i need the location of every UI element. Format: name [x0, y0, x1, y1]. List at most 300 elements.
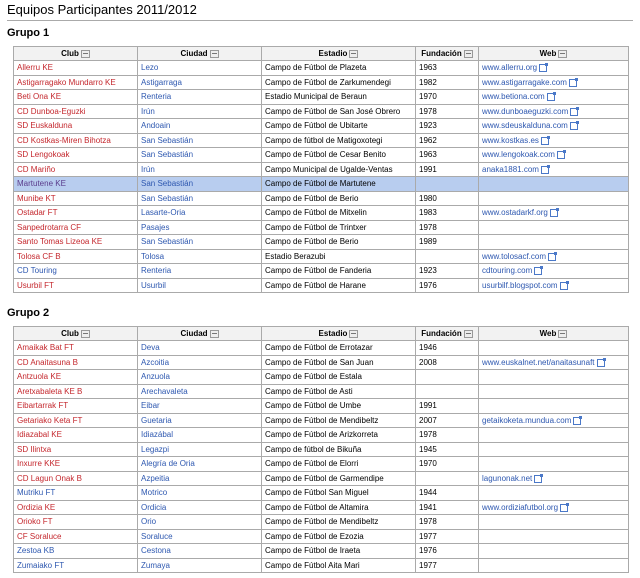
stadium-cell: Campo de fútbol de Bikuña [262, 442, 416, 457]
table-row [14, 515, 629, 530]
city-cell [138, 119, 262, 134]
web-cell [479, 162, 629, 177]
stadium-cell: Estadio Berazubi [262, 249, 416, 264]
club-cell [14, 191, 138, 206]
web-cell [479, 544, 629, 559]
city-link[interactable]: Deva [141, 343, 160, 353]
founded-cell: 1970 [416, 457, 479, 472]
table-row [14, 264, 629, 279]
web-cell [479, 558, 629, 573]
club-link[interactable]: Getariako Keta FT [17, 415, 83, 425]
club-link[interactable]: CD Lagun Onak B [17, 473, 82, 483]
web-cell [479, 220, 629, 235]
club-cell [14, 544, 138, 559]
table-row [14, 413, 629, 428]
city-link[interactable]: Astigarraga [141, 77, 182, 87]
club-cell [14, 558, 138, 573]
club-cell [14, 471, 138, 486]
club-cell [14, 61, 138, 76]
club-link[interactable]: SD Euskalduna [17, 121, 73, 131]
column-header-label: Estadio [318, 329, 348, 338]
club-link[interactable]: Astigarragako Mundarro KE [17, 77, 116, 87]
club-link[interactable]: Aretxabaleta KE B [17, 386, 83, 396]
city-link[interactable]: Cestona [141, 546, 171, 556]
web-cell [479, 442, 629, 457]
stadium-cell: Campo de fútbol de Matigoxotegi [262, 133, 416, 148]
city-link[interactable]: Tolosa [141, 251, 165, 261]
web-cell [479, 457, 629, 472]
website-link[interactable]: www.ostadarkf.org [482, 208, 548, 218]
sort-icon[interactable] [210, 50, 219, 58]
sort-icon[interactable] [464, 330, 473, 338]
city-link[interactable]: Ordicia [141, 502, 167, 512]
table-row [14, 529, 629, 544]
city-link[interactable]: Renteria [141, 266, 172, 276]
founded-cell: 1978 [416, 428, 479, 443]
stadium-cell: Estadio Municipal de Beraun [262, 90, 416, 105]
sort-icon[interactable] [349, 330, 358, 338]
club-link[interactable]: Usurbil FT [17, 280, 54, 290]
city-link[interactable]: Azcoitia [141, 357, 170, 367]
city-cell [138, 515, 262, 530]
club-link[interactable]: Inxurre KKE [17, 459, 61, 469]
web-cell [479, 133, 629, 148]
founded-cell [416, 384, 479, 399]
stadium-cell: Campo de Fútbol de Errotazar [262, 341, 416, 356]
table-row [14, 500, 629, 515]
founded-cell [416, 471, 479, 486]
city-link[interactable]: San Sebastián [141, 193, 194, 203]
web-cell [479, 191, 629, 206]
club-link[interactable]: Idiazabal KE [17, 430, 62, 440]
website-link[interactable]: www.astigarragake.com [482, 77, 567, 87]
city-link[interactable]: San Sebastián [141, 135, 194, 145]
city-cell [138, 341, 262, 356]
city-cell [138, 500, 262, 515]
table-row [14, 370, 629, 385]
stadium-cell: Campo de Fútbol de Garmendipe [262, 471, 416, 486]
stadium-cell: Campo de Fútbol de Elorri [262, 457, 416, 472]
column-header-estadio[interactable] [262, 327, 416, 341]
club-link[interactable]: Orioko FT [17, 517, 53, 527]
column-header-label: Web [539, 49, 557, 58]
web-cell [479, 278, 629, 293]
sort-icon[interactable] [349, 50, 358, 58]
website-link[interactable]: www.tolosacf.com [482, 251, 547, 261]
city-cell [138, 90, 262, 105]
founded-cell: 1923 [416, 264, 479, 279]
stadium-cell: Campo de Fútbol de Ezozia [262, 529, 416, 544]
external-link-icon [570, 108, 578, 116]
city-cell [138, 558, 262, 573]
city-cell [138, 249, 262, 264]
city-link[interactable]: San Sebastián [141, 150, 194, 160]
club-cell [14, 500, 138, 515]
club-link[interactable]: Sanpedrotarra CF [17, 222, 82, 232]
city-link[interactable]: San Sebastián [141, 237, 194, 247]
city-cell [138, 61, 262, 76]
web-cell [479, 341, 629, 356]
club-cell [14, 341, 138, 356]
website-link[interactable]: www.allerru.org [482, 63, 538, 73]
city-link[interactable]: Irún [141, 106, 155, 116]
web-cell [479, 249, 629, 264]
club-link[interactable]: Antzuola KE [17, 372, 62, 382]
column-header-fundacion[interactable] [416, 47, 479, 61]
club-link[interactable]: Santo Tomas Lizeoa KE [17, 237, 103, 247]
column-header-ciudad[interactable] [138, 47, 262, 61]
table-row [14, 235, 629, 250]
sort-icon[interactable] [210, 330, 219, 338]
website-link[interactable]: getaikoketa.mundua.com [482, 415, 572, 425]
web-cell [479, 104, 629, 119]
club-cell [14, 235, 138, 250]
web-cell [479, 75, 629, 90]
founded-cell [416, 370, 479, 385]
club-cell [14, 428, 138, 443]
club-cell [14, 206, 138, 221]
column-header-fundacion[interactable] [416, 327, 479, 341]
club-cell [14, 75, 138, 90]
founded-cell [416, 249, 479, 264]
city-link[interactable]: Legazpi [141, 444, 170, 454]
stadium-cell: Campo de Fútbol de Martutene [262, 177, 416, 192]
founded-cell: 1978 [416, 104, 479, 119]
city-link[interactable]: Motrico [141, 488, 168, 498]
web-cell [479, 471, 629, 486]
founded-cell: 1977 [416, 558, 479, 573]
city-cell [138, 148, 262, 163]
column-header-web[interactable] [479, 327, 629, 341]
group-2-table [13, 326, 629, 573]
group-1-heading: Grupo 1 [7, 27, 50, 39]
city-cell [138, 206, 262, 221]
column-header-estadio[interactable] [262, 47, 416, 61]
city-link[interactable]: Pasajes [141, 222, 170, 232]
sort-icon[interactable] [558, 50, 567, 58]
website-link[interactable]: lagunonak.net [482, 473, 533, 483]
external-link-icon [557, 151, 565, 159]
web-cell [479, 119, 629, 134]
external-link-icon [560, 504, 568, 512]
founded-cell: 1944 [416, 486, 479, 501]
city-cell [138, 399, 262, 414]
external-link-icon [597, 359, 605, 367]
club-cell [14, 148, 138, 163]
table-row [14, 442, 629, 457]
column-header-club[interactable] [14, 47, 138, 61]
founded-cell: 1978 [416, 220, 479, 235]
city-cell [138, 471, 262, 486]
group-2-heading: Grupo 2 [7, 307, 50, 319]
web-cell [479, 370, 629, 385]
external-link-icon [569, 79, 577, 87]
club-link[interactable]: CD Mariño [17, 164, 56, 174]
stadium-cell: Campo de Fútbol de Cesar Benito [262, 148, 416, 163]
club-cell [14, 399, 138, 414]
table-row [14, 544, 629, 559]
column-header-label: Fundación [421, 49, 462, 58]
stadium-cell: Campo de Fútbol San Miguel [262, 486, 416, 501]
website-link[interactable]: www.ordiziafutbol.org [482, 502, 559, 512]
city-cell [138, 384, 262, 399]
stadium-cell: Campo de Fútbol de Berio [262, 191, 416, 206]
club-link[interactable]: Ostadar FT [17, 208, 58, 218]
city-link[interactable]: Idiazábal [141, 430, 174, 440]
club-cell [14, 177, 138, 192]
city-link[interactable]: Lezo [141, 63, 159, 73]
club-cell [14, 413, 138, 428]
group-1-table [13, 46, 629, 293]
table-row [14, 61, 629, 76]
city-link[interactable]: Irún [141, 164, 155, 174]
table-row [14, 249, 629, 264]
club-cell [14, 278, 138, 293]
club-link[interactable]: CF Soraluce [17, 531, 62, 541]
city-cell [138, 442, 262, 457]
website-link[interactable]: anaka1881.com [482, 164, 539, 174]
web-cell [479, 235, 629, 250]
stadium-cell: Campo de Fútbol Aita Mari [262, 558, 416, 573]
website-link[interactable]: www.dunboaeguzki.com [482, 106, 569, 116]
founded-cell: 1978 [416, 515, 479, 530]
stadium-cell: Campo de Fútbol de Mendibeltz [262, 413, 416, 428]
web-cell [479, 515, 629, 530]
city-link[interactable]: Arechavaleta [141, 386, 188, 396]
founded-cell: 1982 [416, 75, 479, 90]
column-header-label: Ciudad [180, 49, 208, 58]
external-link-icon [550, 209, 558, 217]
table-row [14, 457, 629, 472]
stadium-cell: Campo de Fútbol de Ubitarte [262, 119, 416, 134]
table-row [14, 399, 629, 414]
table-row [14, 177, 629, 192]
web-cell [479, 399, 629, 414]
column-header-label: Club [61, 49, 79, 58]
web-cell [479, 428, 629, 443]
founded-cell: 1989 [416, 235, 479, 250]
stadium-cell: Campo de Fútbol de Mitxelin [262, 206, 416, 221]
city-link[interactable]: Azpeitia [141, 473, 170, 483]
city-cell [138, 529, 262, 544]
table-header-row [14, 47, 629, 61]
city-link[interactable]: Soraluce [141, 531, 173, 541]
website-link[interactable]: www.betiona.com [482, 92, 545, 102]
table-row [14, 220, 629, 235]
club-cell [14, 104, 138, 119]
club-cell [14, 355, 138, 370]
website-link[interactable]: www.kostkas.es [482, 135, 539, 145]
external-link-icon [547, 93, 555, 101]
city-link[interactable]: Alegría de Oria [141, 459, 195, 469]
city-cell [138, 133, 262, 148]
city-cell [138, 177, 262, 192]
club-link[interactable]: CD Anaitasuna B [17, 357, 78, 367]
city-cell [138, 355, 262, 370]
column-header-label: Fundación [421, 329, 462, 338]
founded-cell: 1970 [416, 90, 479, 105]
city-cell [138, 278, 262, 293]
sort-icon[interactable] [81, 330, 90, 338]
club-link[interactable]: CD Touring [17, 266, 57, 276]
stadium-cell: Campo de Fútbol de Zarkumendegi [262, 75, 416, 90]
founded-cell [416, 177, 479, 192]
stadium-cell: Campo de Fútbol de Estala [262, 370, 416, 385]
city-link[interactable]: Guetaria [141, 415, 172, 425]
club-link[interactable]: Zumaiako FT [17, 560, 65, 570]
city-link[interactable]: Zumaya [141, 560, 170, 570]
club-link[interactable]: Munibe KT [17, 193, 56, 203]
website-link[interactable]: www.lengokoak.com [482, 150, 555, 160]
city-link[interactable]: Lasarte-Oria [141, 208, 186, 218]
column-header-label: Web [539, 329, 557, 338]
web-cell [479, 148, 629, 163]
founded-cell: 1976 [416, 544, 479, 559]
web-cell [479, 90, 629, 105]
column-header-web[interactable] [479, 47, 629, 61]
external-link-icon [570, 122, 578, 130]
club-link[interactable]: Allerru KE [17, 63, 54, 73]
table-header-row [14, 327, 629, 341]
founded-cell: 1976 [416, 278, 479, 293]
founded-cell: 1991 [416, 399, 479, 414]
table-row [14, 90, 629, 105]
club-link[interactable]: Eibartarrak FT [17, 401, 69, 411]
web-cell [479, 177, 629, 192]
founded-cell: 1941 [416, 500, 479, 515]
club-link[interactable]: Martutene KE [17, 179, 66, 189]
club-link[interactable]: CD Dunboa-Eguzki [17, 106, 86, 116]
club-cell [14, 529, 138, 544]
club-cell [14, 90, 138, 105]
club-link[interactable]: SD Lengokoak [17, 150, 70, 160]
stadium-cell: Campo de Fútbol de Harane [262, 278, 416, 293]
external-link-icon [534, 475, 542, 483]
club-cell [14, 457, 138, 472]
website-link[interactable]: cdtouring.com [482, 266, 533, 276]
city-link[interactable]: Anzuola [141, 372, 170, 382]
city-cell [138, 370, 262, 385]
web-cell [479, 355, 629, 370]
table-row [14, 75, 629, 90]
founded-cell: 1963 [416, 61, 479, 76]
table-row [14, 148, 629, 163]
external-link-icon [534, 267, 542, 275]
web-cell [479, 413, 629, 428]
city-link[interactable]: Orio [141, 517, 157, 527]
city-link[interactable]: Eibar [141, 401, 160, 411]
club-link[interactable]: Ordizia KE [17, 502, 56, 512]
external-link-icon [573, 417, 581, 425]
stadium-cell: Campo de Fútbol de Trintxer [262, 220, 416, 235]
city-cell [138, 75, 262, 90]
stadium-cell: Campo de Fútbol de San José Obrero [262, 104, 416, 119]
web-cell [479, 264, 629, 279]
city-cell [138, 457, 262, 472]
table-row [14, 191, 629, 206]
club-cell [14, 370, 138, 385]
club-cell [14, 384, 138, 399]
sort-icon[interactable] [558, 330, 567, 338]
web-cell [479, 384, 629, 399]
sort-icon[interactable] [81, 50, 90, 58]
club-link[interactable]: SD Ilintxa [17, 444, 52, 454]
stadium-cell: Campo de Fútbol de Plazeta [262, 61, 416, 76]
table-row [14, 355, 629, 370]
website-link[interactable]: www.sdeuskalduna.com [482, 121, 568, 131]
website-link[interactable]: usurbilf.blogspot.com [482, 280, 558, 290]
club-cell [14, 249, 138, 264]
founded-cell: 1962 [416, 133, 479, 148]
founded-cell: 1991 [416, 162, 479, 177]
city-link[interactable]: Andoain [141, 121, 171, 131]
founded-cell: 2008 [416, 355, 479, 370]
club-link[interactable]: Beti Ona KE [17, 92, 62, 102]
city-cell [138, 162, 262, 177]
club-link[interactable]: Zestoa KB [17, 546, 55, 556]
club-link[interactable]: Mutriku FT [17, 488, 56, 498]
table-row [14, 341, 629, 356]
city-link[interactable]: San Sebastián [141, 179, 194, 189]
city-cell [138, 191, 262, 206]
table-row [14, 471, 629, 486]
city-link[interactable]: Renteria [141, 92, 172, 102]
table-row [14, 428, 629, 443]
page-title: Equipos Participantes 2011/2012 [7, 2, 633, 21]
stadium-cell: Campo de Fútbol de Mendibeltz [262, 515, 416, 530]
city-cell [138, 413, 262, 428]
club-cell [14, 162, 138, 177]
founded-cell: 1923 [416, 119, 479, 134]
web-cell [479, 206, 629, 221]
column-header-club[interactable] [14, 327, 138, 341]
club-link[interactable]: Amaikak Bat FT [17, 343, 74, 353]
founded-cell: 1963 [416, 148, 479, 163]
city-cell [138, 235, 262, 250]
stadium-cell: Campo de Fútbol de Arizkorreta [262, 428, 416, 443]
column-header-label: Club [61, 329, 79, 338]
city-cell [138, 428, 262, 443]
founded-cell: 1946 [416, 341, 479, 356]
city-cell [138, 220, 262, 235]
stadium-cell: Campo de Fútbol de Umbe [262, 399, 416, 414]
founded-cell: 1977 [416, 529, 479, 544]
sort-icon[interactable] [464, 50, 473, 58]
club-cell [14, 220, 138, 235]
external-link-icon [539, 64, 547, 72]
web-cell [479, 61, 629, 76]
club-cell [14, 133, 138, 148]
column-header-ciudad[interactable] [138, 327, 262, 341]
external-link-icon [548, 253, 556, 261]
club-link[interactable]: Tolosa CF B [17, 251, 61, 261]
city-cell [138, 104, 262, 119]
stadium-cell: Campo Municipal de Ugalde-Ventas [262, 162, 416, 177]
web-cell [479, 500, 629, 515]
website-link[interactable]: www.euskalnet.net/anaitasunaft [482, 357, 595, 367]
founded-cell: 1945 [416, 442, 479, 457]
city-link[interactable]: Usurbil [141, 280, 166, 290]
table-row [14, 162, 629, 177]
table-row [14, 278, 629, 293]
club-cell [14, 264, 138, 279]
stadium-cell: Campo de Fútbol de Fanderia [262, 264, 416, 279]
table-row [14, 206, 629, 221]
club-link[interactable]: CD Kostkas-Miren Bihotza [17, 135, 111, 145]
club-cell [14, 486, 138, 501]
city-cell [138, 264, 262, 279]
club-cell [14, 119, 138, 134]
